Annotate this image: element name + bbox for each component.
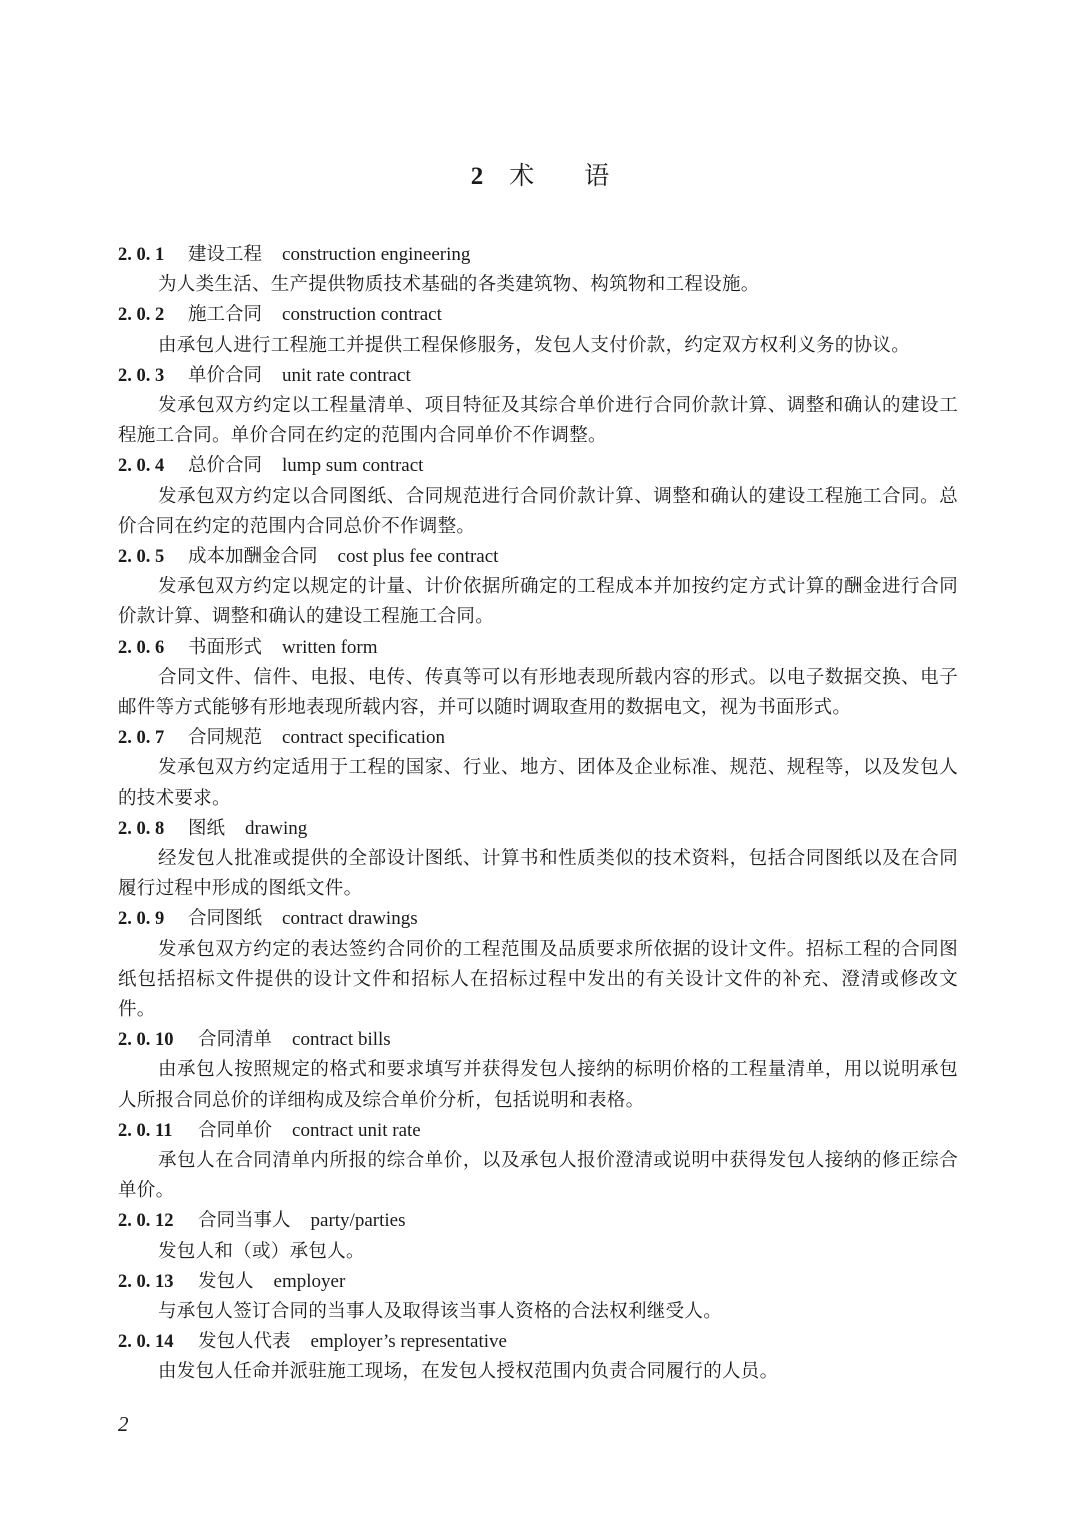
term-english: lump sum contract <box>282 455 424 477</box>
term-definition: 发承包双方约定以工程量清单、项目特征及其综合单价进行合同价款计算、调整和确认的建设工程施工合同。单价合同在约定的范围内合同单价不作调整。 <box>118 394 958 447</box>
term-heading <box>118 904 958 934</box>
term-definition: 经发包人批准或提供的全部设计图纸、计算书和性质类似的技术资料，包括合同图纸以及在合同履行过程中形成的图纸文件。 <box>118 847 958 900</box>
term-definition: 发包人和（或）承包人。 <box>158 1240 365 1262</box>
term-number: 2. 0. 6 <box>118 637 165 658</box>
term-chinese: 合同单价 <box>198 1119 273 1141</box>
term-number: 2. 0. 14 <box>118 1332 174 1353</box>
term-number: 2. 0. 10 <box>118 1030 174 1051</box>
term-english: written form <box>282 636 378 658</box>
term-heading <box>118 240 958 270</box>
term-chinese: 施工合同 <box>188 304 263 326</box>
term-number: 2. 0. 1 <box>118 245 165 265</box>
term-chinese: 总价合同 <box>188 455 263 477</box>
term-english: contract drawings <box>282 908 418 930</box>
term-chinese: 建设工程 <box>188 244 263 265</box>
chapter-title-char-2: 语 <box>584 161 610 190</box>
term-english: drawing <box>245 817 308 839</box>
term-number: 2. 0. 12 <box>118 1211 174 1232</box>
term-number: 2. 0. 7 <box>118 728 165 749</box>
term-number: 2. 0. 8 <box>118 818 165 839</box>
term-english: contract specification <box>282 727 446 749</box>
term-english: employer <box>273 1270 346 1292</box>
term-heading <box>118 814 958 844</box>
term-definition: 由发包人任命并派驻施工现场，在发包人授权范围内负责合同履行的人员。 <box>158 1361 779 1383</box>
term-chinese: 合同当事人 <box>198 1210 291 1232</box>
term-chinese: 书面形式 <box>188 636 263 658</box>
term-heading <box>118 633 958 663</box>
term-chinese: 单价合同 <box>188 364 263 386</box>
chapter-title <box>0 158 1080 195</box>
term-number: 2. 0. 2 <box>118 305 165 326</box>
term-definition: 为人类生活、生产提供物质技术基础的各类建筑物、构筑物和工程设施。 <box>158 274 760 296</box>
term-chinese: 合同图纸 <box>188 908 263 930</box>
term-list <box>118 240 958 1388</box>
term-chinese: 发包人代表 <box>198 1331 291 1353</box>
term-heading <box>118 1025 958 1055</box>
term-chinese: 成本加酬金合同 <box>188 545 318 567</box>
term-english: construction contract <box>282 304 442 326</box>
term-definition: 发承包双方约定适用于工程的国家、行业、地方、团体及企业标准、规范、规程等，以及发包人的技术要求。 <box>118 757 958 809</box>
term-chinese: 图纸 <box>188 817 226 839</box>
term-definition: 发承包双方约定以合同图纸、合同规范进行合同价款计算、调整和确认的建设工程施工合同。总价合同在约定的范围内合同总价不作调整。 <box>118 485 958 537</box>
term-chinese: 合同清单 <box>198 1029 273 1051</box>
term-definition: 由承包人进行工程施工并提供工程保修服务，发包人支付价款，约定双方权利义务的协议。 <box>158 334 911 356</box>
term-definition: 发承包双方约定以规定的计量、计价依据所确定的工程成本并加按约定方式计算的酬金进行合同价款计算、调整和确认的建设工程施工合同。 <box>118 576 958 628</box>
term-heading <box>118 723 958 753</box>
term-number: 2. 0. 11 <box>118 1120 173 1141</box>
term-number: 2. 0. 9 <box>118 909 165 930</box>
term-definition: 由承包人按照规定的格式和要求填写并获得发包人接纳的标明价格的工程量清单，用以说明承包人所报合同总价的详细构成及综合单价分析，包括说明和表格。 <box>118 1059 958 1111</box>
term-number: 2. 0. 4 <box>118 456 165 477</box>
term-definition: 与承包人签订合同的当事人及取得该当事人资格的合法权利继受人。 <box>158 1300 723 1322</box>
term-heading <box>118 361 958 391</box>
term-heading <box>118 451 958 481</box>
chapter-number: 2 <box>470 163 484 190</box>
term-number: 2. 0. 13 <box>118 1271 174 1292</box>
term-heading <box>118 1116 958 1146</box>
term-definition: 合同文件、信件、电报、电传、传真等可以有形地表现所载内容的形式。以电子数据交换、电子邮件等方式能够有形地表现所载内容，并可以随时调取查用的数据电文，视为书面形式。 <box>118 666 958 718</box>
term-english: contract unit rate <box>292 1119 421 1141</box>
term-heading <box>118 1267 958 1297</box>
page-number: 2 <box>118 1412 129 1436</box>
term-definition: 承包人在合同清单内所报的综合单价，以及承包人报价澄清或说明中获得发包人接纳的修正综合单价。 <box>118 1149 958 1202</box>
chapter-title-char-1: 术 <box>509 161 535 190</box>
term-english: cost plus fee contract <box>337 545 499 567</box>
term-definition: 发承包双方约定的表达签约合同价的工程范围及品质要求所依据的设计文件。招标工程的合同图纸包括招标文件提供的设计文件和招标人在招标过程中发出的有关设计文件的补充、澄清或修改文件。 <box>118 938 958 1020</box>
term-number: 2. 0. 3 <box>118 365 165 386</box>
term-english: employer’s representative <box>310 1331 507 1353</box>
term-chinese: 发包人 <box>198 1270 254 1292</box>
term-chinese: 合同规范 <box>188 727 263 749</box>
term-heading <box>118 300 958 330</box>
term-english: party/parties <box>310 1210 406 1232</box>
term-english: unit rate contract <box>282 364 411 386</box>
term-heading <box>118 542 958 572</box>
term-number: 2. 0. 5 <box>118 546 165 567</box>
term-heading <box>118 1327 958 1357</box>
term-english: contract bills <box>292 1029 391 1051</box>
term-english: construction engineering <box>282 244 471 265</box>
term-heading <box>118 1206 958 1236</box>
